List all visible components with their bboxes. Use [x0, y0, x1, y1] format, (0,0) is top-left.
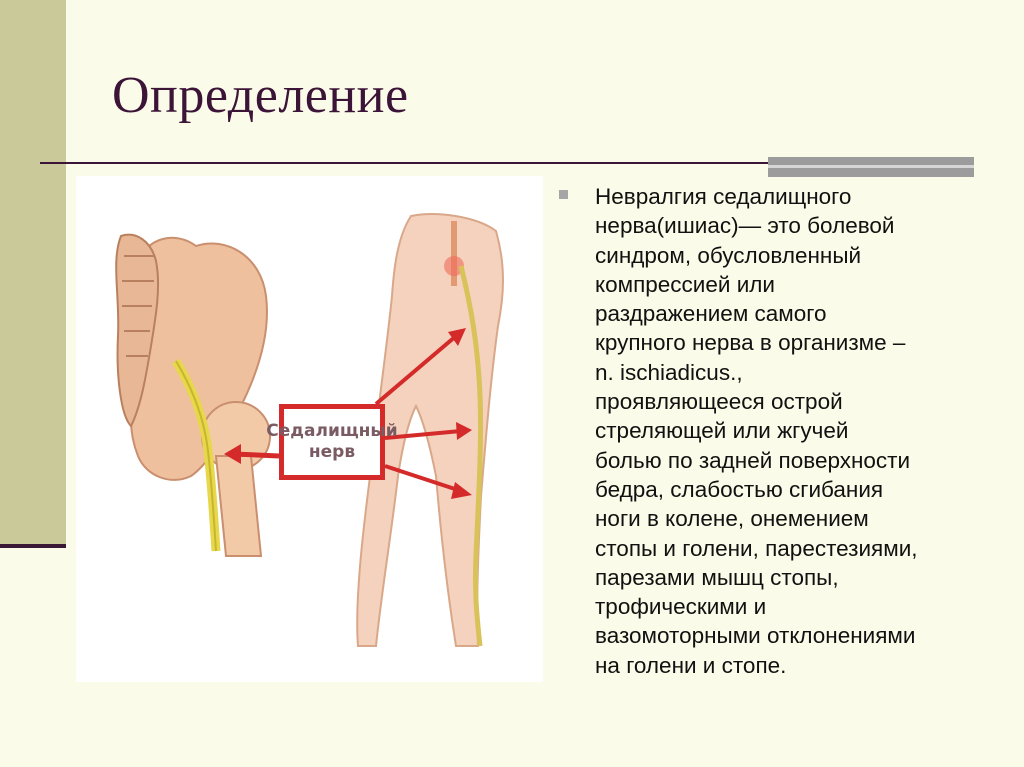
slide-title: Определение [112, 67, 409, 124]
definition-line: синдром, обусловленный [595, 242, 862, 268]
nerve-label-line2: нерв [308, 442, 356, 462]
definition-line: раздражением самого [595, 301, 827, 327]
left-accent-bar [0, 0, 66, 548]
definition-line: нерва(ишиас)— это болевой [595, 213, 895, 239]
bullet-square-icon [559, 190, 568, 199]
definition-line: крупного нерва в организме – [595, 330, 906, 356]
definition-line: трофическими и [595, 594, 767, 620]
definition-line: стопы и голени, парестезиями, [595, 535, 918, 561]
definition-line: компрессией или [595, 271, 775, 297]
definition-line: вазомоторными отклонениями [595, 623, 916, 649]
definition-text [595, 182, 985, 680]
definition-line: ноги в колене, онемением [595, 506, 869, 532]
sciatic-nerve-illustration [76, 176, 543, 682]
left-accent-rule [0, 544, 66, 548]
definition-line: проявляющееся острой [595, 389, 843, 415]
nerve-label-line1: Седалищный [266, 420, 398, 441]
definition-line: болью по задней поверхности [595, 447, 911, 473]
femur-shaft [216, 456, 261, 556]
definition-line: бедра, слабостью сгибания [595, 476, 884, 502]
definition-line: парезами мышц стопы, [595, 564, 839, 590]
definition-line: n. ischiadicus., [595, 359, 743, 385]
definition-line: стреляющей или жгучей [595, 418, 849, 444]
title-underline [40, 162, 768, 164]
definition-line: Невралгия седалищного [595, 184, 852, 209]
definition-line: на голени и стопе. [595, 652, 787, 678]
decorative-gray-bar [768, 157, 974, 177]
nerve-label-box [266, 404, 398, 480]
